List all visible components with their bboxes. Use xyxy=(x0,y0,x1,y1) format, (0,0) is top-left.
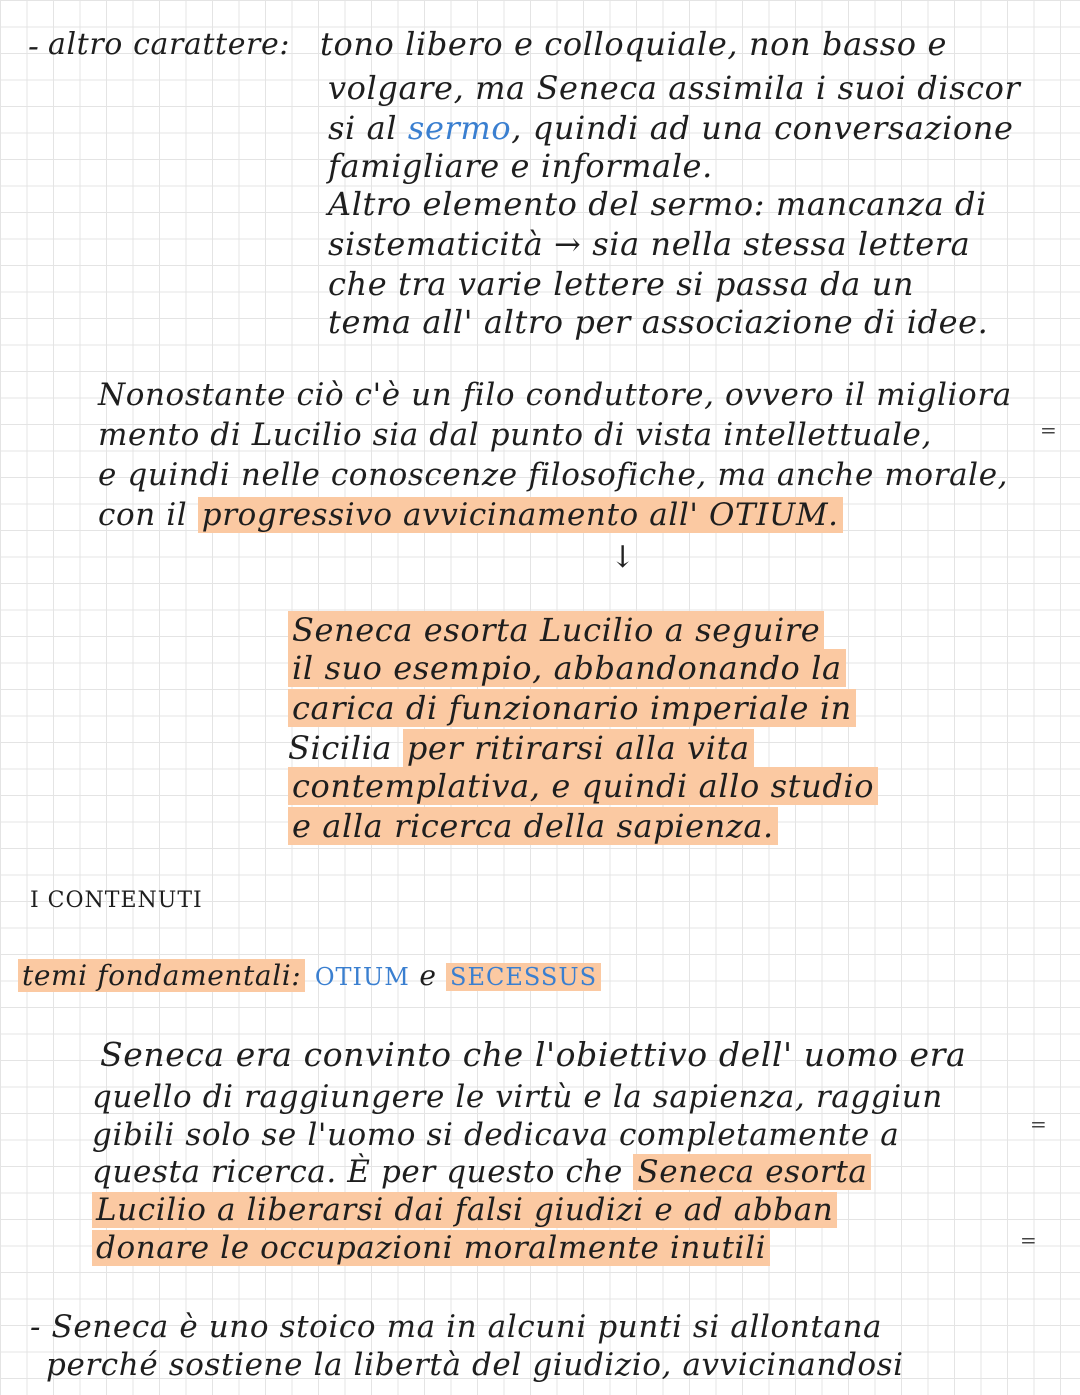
b2-line-4a: con il xyxy=(98,497,188,533)
theme-otium: OTIUM xyxy=(314,963,410,991)
b1-line-1: tono libero e colloquiale, non basso e xyxy=(320,25,947,63)
b3-line-5-wrap xyxy=(288,767,878,805)
section-heading-contenuti: I CONTENUTI xyxy=(30,888,203,913)
b1-line-2: volgare, ma Seneca assimila i suoi discor xyxy=(328,69,1021,107)
b1-line-7: che tra varie lettere si passa da un xyxy=(328,265,915,303)
theme-secessus: SECESSUS xyxy=(446,963,601,991)
b1-line-8: tema all' altro per associazione di idee. xyxy=(328,303,989,341)
b2-line-4 xyxy=(98,497,843,533)
b2-line-1: Nonostante ciò c'è un filo conduttore, ovvero il migliora xyxy=(98,377,1012,413)
b4-line-4 xyxy=(92,1154,871,1190)
themes-and: e xyxy=(419,959,437,992)
b3-line-2-wrap xyxy=(288,649,846,687)
b3-line-3-wrap xyxy=(288,689,856,727)
themes-line xyxy=(18,959,601,992)
b1-line-3 xyxy=(328,109,1014,147)
b3-line-2: il suo esempio, abbandonando la xyxy=(288,649,846,687)
b1-line-5: Altro elemento del sermo: mancanza di xyxy=(328,185,987,223)
b3-line-3: carica di funzionario imperiale in xyxy=(288,689,856,727)
b4-line-4a: questa ricerca. È per questo che xyxy=(92,1154,623,1190)
b3-line-4a: Sicilia xyxy=(288,729,393,767)
b1-line-3c: , quindi ad una conversazione xyxy=(511,109,1014,147)
b4-line-1: Seneca era convinto che l'obiettivo dell' uomo era xyxy=(100,1035,967,1074)
b4-line-3: gibili solo se l'uomo si dedicava completamente a xyxy=(92,1117,900,1153)
b5-line-2: perché sostiene la libertà del giudizio, avvicinandosi xyxy=(46,1347,904,1383)
hyphen-mark-1: = xyxy=(1040,418,1057,442)
down-arrow-icon: ↓ xyxy=(610,540,636,575)
b4-line-5: Lucilio a liberarsi dai falsi giudizi e ad abban xyxy=(92,1192,837,1228)
b3-line-4b: per ritirarsi alla vita xyxy=(403,729,754,767)
highlight-avvicinamento: progressivo avvicinamento all' OTIUM. xyxy=(198,497,843,533)
b4-line-5-wrap xyxy=(92,1192,837,1228)
bullet-dash: - xyxy=(28,27,40,65)
b3-line-1: Seneca esorta Lucilio a seguire xyxy=(288,611,824,649)
b4-line-2: quello di raggiungere le virtù e la sapienza, raggiun xyxy=(92,1079,943,1115)
b2-line-2: mento di Lucilio sia dal punto di vista intellettuale, xyxy=(98,417,932,453)
hyphen-mark-3: = xyxy=(1020,1228,1037,1252)
b1-line-4: famigliare e informale. xyxy=(328,147,713,185)
sermo-term: sermo xyxy=(407,109,512,147)
label-altro-carattere: altro carattere: xyxy=(48,27,291,62)
b4-line-4b: Seneca esorta xyxy=(633,1154,871,1190)
b3-line-4-wrap xyxy=(288,729,754,767)
themes-label: temi fondamentali: xyxy=(18,959,305,992)
b2-line-3: e quindi nelle conoscenze filosofiche, ma anche morale, xyxy=(98,457,1009,493)
b5-line-1: - Seneca è uno stoico ma in alcuni punti si allontana xyxy=(30,1309,883,1345)
hyphen-mark-2: = xyxy=(1030,1112,1047,1136)
b4-line-6-wrap xyxy=(92,1230,770,1266)
b1-line-3a: si al xyxy=(328,109,398,147)
b4-line-6: donare le occupazioni moralmente inutili xyxy=(92,1230,770,1266)
b3-line-5: contemplativa, e quindi allo studio xyxy=(288,767,878,805)
b3-line-1-wrap xyxy=(288,611,824,649)
b3-line-6: e alla ricerca della sapienza. xyxy=(288,807,778,845)
b1-line-6: sistematicità → sia nella stessa lettera xyxy=(328,225,971,263)
b3-line-6-wrap xyxy=(288,807,778,845)
